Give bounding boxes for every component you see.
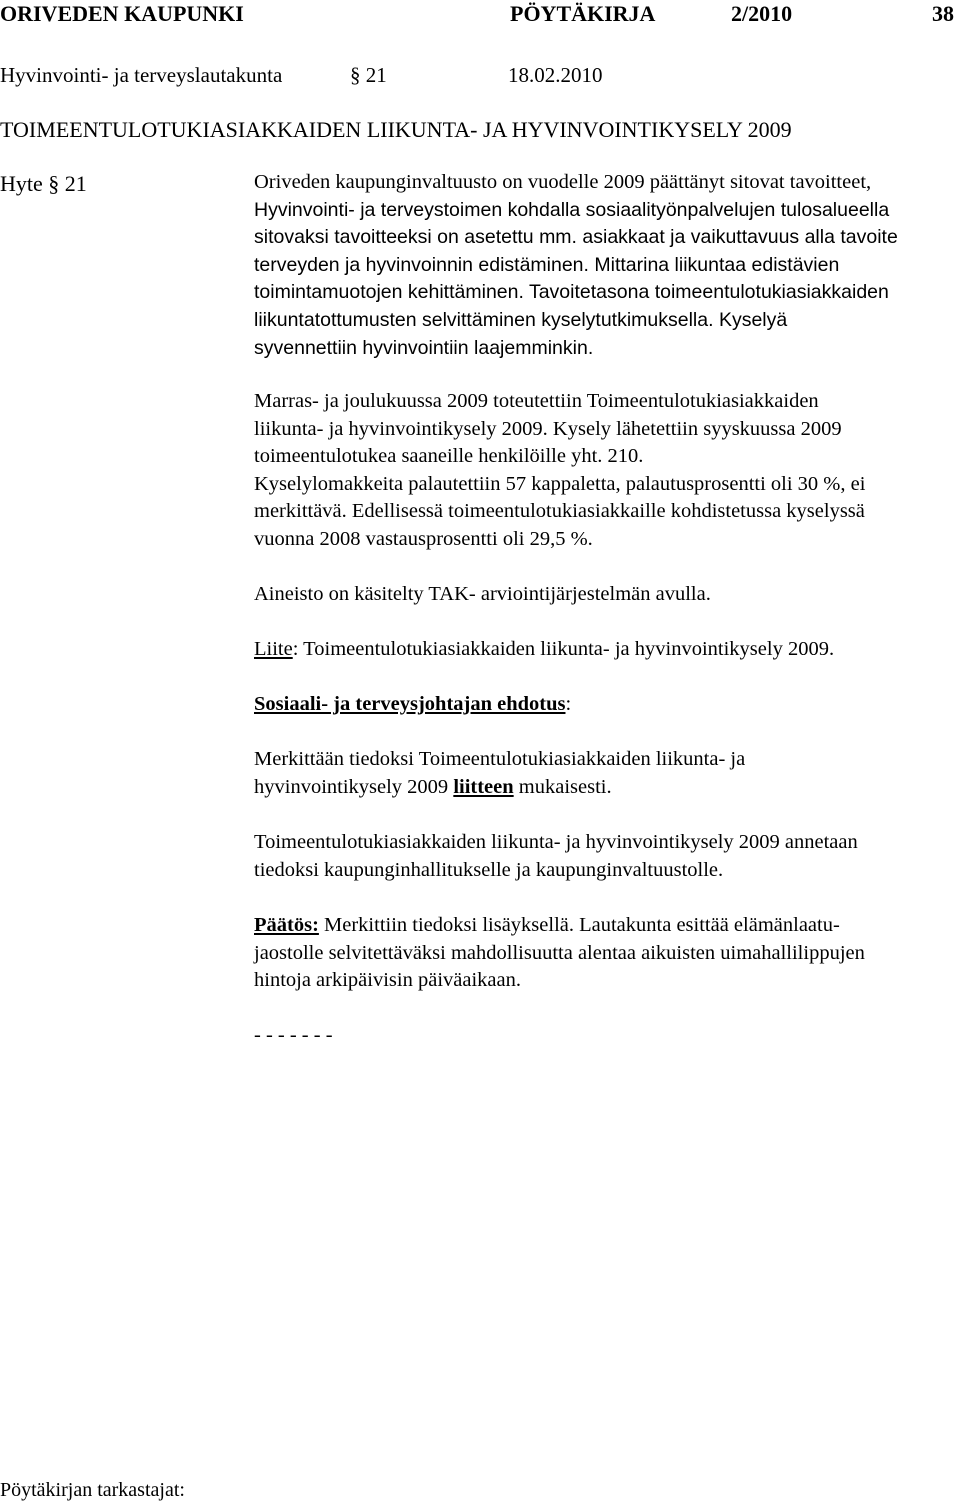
paragraph-line: Hyvinvointi- ja terveystoimen kohdalla sosiaalityönpalvelujen tulosalueella	[254, 198, 890, 221]
committee-name: Hyvinvointi- ja terveyslautakunta	[0, 63, 283, 87]
paragraph-line: terveyden ja hyvinvoinnin edistäminen. Mittarina liikuntaa edistävien	[254, 253, 840, 276]
attachment-line	[254, 636, 960, 664]
paragraph-line: liikuntatottumusten selvittäminen kyselytutkimuksella. Kyselyä	[254, 308, 788, 331]
header-second-row	[0, 58, 960, 92]
paragraph-text: hyvinvointikysely 2009	[254, 775, 454, 798]
paragraph-line: toimintamuotojen kehittäminen. Tavoitetasona toimeentulotukiasiakkaiden	[254, 281, 889, 304]
page-number: 38	[932, 1, 954, 26]
attachment-label[interactable]: Liite	[254, 638, 293, 660]
section-identifier: Hyte § 21	[0, 171, 87, 196]
paragraph-line: liikunta- ja hyvinvointikysely 2009. Kysely lähetettiin syyskuussa 2009	[254, 417, 842, 440]
attachment-link[interactable]: liitteen	[453, 775, 514, 798]
paragraph-line: tiedoksi kaupunginhallitukselle ja kaupunginvaltuustolle.	[254, 858, 724, 881]
paragraph-line: Oriveden kaupunginvaltuusto on vuodelle 2009 päättänyt sitovat tavoitteet,	[254, 171, 872, 193]
paragraph-line: Kyselylomakkeita palautettiin 57 kappaletta, palautusprosentti oli 30 %, ei	[254, 472, 866, 495]
paragraph-line: jaostolle selvitettäväksi mahdollisuutta alentaa aikuisten uimahallilippujen	[254, 941, 865, 964]
proposal-paragraph-2	[254, 829, 960, 884]
decision-text: Merkittiin tiedoksi lisäyksellä. Lautakunta esittää elämänlaatu-	[318, 914, 840, 936]
proposal-heading	[254, 691, 960, 719]
header-top-row	[0, 0, 960, 31]
separator-dashes: - - - - - - -	[254, 1024, 333, 1046]
separator	[254, 1022, 960, 1050]
paragraph-line: Marras- ja joulukuussa 2009 toteutettiin Toimeentulotukiasiakkaiden	[254, 390, 819, 412]
footer-reviewers: Pöytäkirjan tarkastajat:	[0, 1479, 185, 1501]
meeting-date: 18.02.2010	[508, 63, 603, 87]
paragraph-line: Aineisto on käsitelty TAK- arviointijärjestelmän avulla.	[254, 583, 711, 605]
survey-paragraph	[254, 388, 960, 554]
paragraph-line: merkittävä. Edellisessä toimeentulotukiasiakkaille kohdistetussa kyselyssä	[254, 500, 865, 523]
paragraph-text: mukaisesti.	[513, 775, 612, 798]
document-number: 2/2010	[731, 1, 793, 26]
intro-paragraph	[254, 169, 960, 362]
attachment-text: : Toimeentulotukiasiakkaiden liikunta- ja hyvinvointikysely 2009.	[292, 638, 835, 660]
decision-label: Päätös:	[254, 914, 319, 936]
paragraph-line: Toimeentulotukiasiakkaiden liikunta- ja hyvinvointikysely 2009 annetaan	[254, 831, 858, 853]
proposal-paragraph-1	[254, 746, 960, 801]
paragraph-line: vuonna 2008 vastausprosentti oli 29,5 %.	[254, 527, 593, 550]
analysis-paragraph	[254, 581, 960, 609]
section-mark: § 21	[350, 63, 387, 87]
paragraph-line: hintoja arkipäivisin päiväaikaan.	[254, 969, 521, 992]
decision-paragraph	[254, 912, 960, 995]
paragraph-line: Merkittään tiedoksi Toimeentulotukiasiakkaiden liikunta- ja	[254, 748, 746, 770]
paragraph-line: syvennettiin hyvinvointiin laajemminkin.	[254, 336, 594, 359]
municipality-name: ORIVEDEN KAUPUNKI	[0, 1, 244, 26]
proposal-heading-colon: :	[565, 693, 572, 715]
page-title: TOIMEENTULOTUKIASIAKKAIDEN LIIKUNTA- JA HYVINVOINTIKYSELY 2009	[0, 117, 792, 142]
proposal-heading-label: Sosiaali- ja terveysjohtajan ehdotus	[254, 693, 566, 715]
document-type: PÖYTÄKIRJA	[510, 1, 656, 26]
paragraph-line: toimeentulotukea saaneille henkilöille yht. 210.	[254, 445, 644, 468]
paragraph-line: sitovaksi tavoitteeksi on asetettu mm. asiakkaat ja vaikuttavuus alla tavoite	[254, 226, 898, 249]
